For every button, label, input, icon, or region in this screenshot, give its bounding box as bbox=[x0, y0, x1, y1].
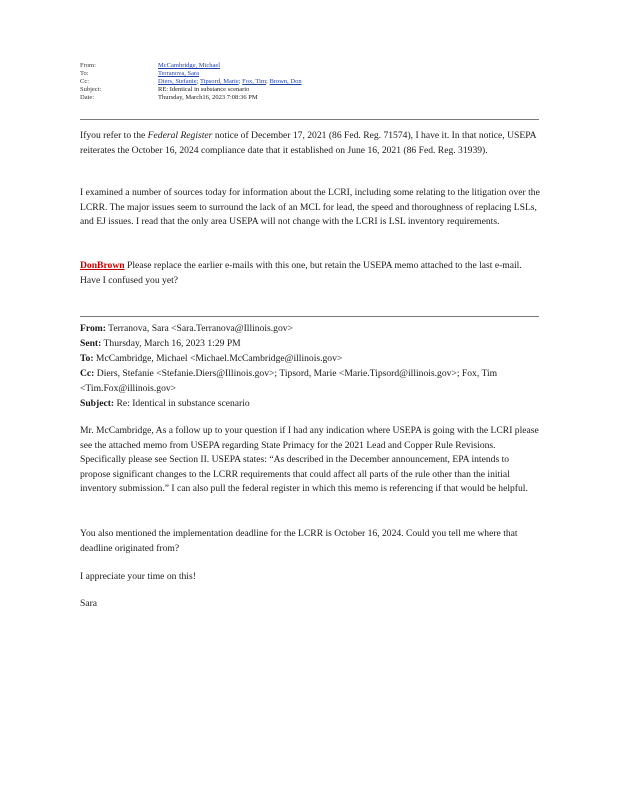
orig-to-value: McCambridge, Michael <Michael.McCambridge@illinois.gov> bbox=[93, 353, 343, 364]
cc-separator: ; bbox=[238, 78, 241, 85]
orig-paragraph-3: I appreciate your time on this! bbox=[80, 571, 196, 582]
body-text: notice of December 17, 2021 (86 Fed. Reg. 71574), I have it. In that notice, USEPA reiterates the October 16, 2024 compliance date that it established on June 16, 2021 (86 Fed. Reg. 31939). bbox=[80, 130, 537, 156]
header-to-row bbox=[80, 70, 540, 78]
header-subject-row bbox=[80, 86, 540, 94]
federal-register-italic: Federal Register bbox=[147, 130, 213, 141]
subject-label: Subject: bbox=[80, 86, 102, 93]
cc-label: Cc: bbox=[80, 78, 90, 85]
orig-subject-line bbox=[80, 396, 540, 411]
cc-link-tipsord[interactable]: Tipsord, Marie bbox=[199, 78, 239, 85]
body-paragraph-1 bbox=[80, 129, 540, 158]
body-paragraph-2: I examined a number of sources today for information about the LCRI, including some relating to the litigation over the LCRR. The major issues seem to surround the lack of an MCL for lead, the speed and thoroughness of replacing LSLs, and EJ issues. I read that the only area USEPA will not change with the LCRI is LSL inventory requirements. bbox=[80, 187, 540, 228]
orig-subject-label: Subject: bbox=[80, 398, 115, 409]
cc-separator: ; bbox=[266, 78, 268, 85]
to-label: To: bbox=[80, 70, 89, 77]
orig-paragraph-1: Mr. McCambridge, As a follow up to your question if I had any indication where USEPA is going with the LCRI please see the attached memo from USEPA regarding State Primacy for the 2021 Lead and Copper Rule Revisions. Specifically please see Section II. USEPA states: “As described in the December announcement, EPA intends to propose significant changes to the LCRR requirements that could affect all parts of the rule other than the initial inventory submission.” I can also pull the federal register in which this memo is referencing if that would be helpful. bbox=[80, 425, 539, 495]
header-date-row bbox=[80, 94, 540, 102]
orig-sent-line bbox=[80, 336, 540, 351]
cc-link-brown[interactable]: Brown, Don bbox=[269, 78, 302, 85]
orig-cc-label: Cc: bbox=[80, 368, 95, 379]
header-cc-row bbox=[80, 78, 540, 86]
cc-separator: ; bbox=[196, 78, 199, 85]
original-message-divider bbox=[80, 316, 539, 317]
to-link[interactable]: Terranova, Sara bbox=[158, 70, 200, 77]
orig-to-label: To: bbox=[80, 353, 94, 364]
orig-from-label: From: bbox=[80, 323, 106, 334]
orig-sent-label: Sent: bbox=[80, 338, 102, 349]
cc-link-fox[interactable]: Fox, Tim bbox=[242, 78, 267, 85]
orig-sent-value: Thursday, March 16, 2023 1:29 PM bbox=[101, 338, 241, 349]
orig-paragraph-2: You also mentioned the implementation deadline for the LCRR is October 16, 2024. Could you tell me where that deadline originated from? bbox=[80, 528, 518, 554]
body-text: Ifyou refer to the bbox=[80, 130, 148, 141]
orig-subject-value: Re: Identical in substance scenario bbox=[114, 398, 250, 409]
orig-cc-line bbox=[80, 366, 540, 396]
cc-link-diers[interactable]: Diers, Stefanie bbox=[158, 78, 197, 85]
body-text: Please replace the earlier e-mails with this one, but retain the USEPA memo attached to the last e-mail. Have I confused you yet? bbox=[80, 260, 522, 286]
date-label: Date: bbox=[80, 94, 95, 101]
from-label: From: bbox=[80, 62, 96, 69]
signature: Sara bbox=[80, 598, 98, 609]
email-header bbox=[80, 62, 540, 102]
subject-value: RE: Identical in substance scenario bbox=[158, 86, 250, 93]
date-value: Thursday, March16, 2023 7:08:36 PM bbox=[158, 94, 258, 101]
don-brown-mention[interactable]: DonBrown bbox=[80, 260, 125, 271]
header-divider bbox=[80, 119, 539, 120]
original-message bbox=[80, 321, 540, 411]
orig-from-value: Terranova, Sara <Sara.Terranova@Illinois.gov> bbox=[105, 323, 293, 334]
orig-cc-value: Diers, Stefanie <Stefanie.Diers@Illinois.gov>; Tipsord, Marie <Marie.Tipsord@illinois.gov>; Fox, Tim <Tim.Fox@illinois.gov> bbox=[80, 368, 498, 394]
orig-to-line bbox=[80, 351, 540, 366]
from-link[interactable]: McCambridge, Michael bbox=[158, 62, 221, 69]
orig-from-line bbox=[80, 321, 540, 336]
header-from-row bbox=[80, 62, 540, 70]
body-paragraph-3 bbox=[80, 259, 540, 288]
